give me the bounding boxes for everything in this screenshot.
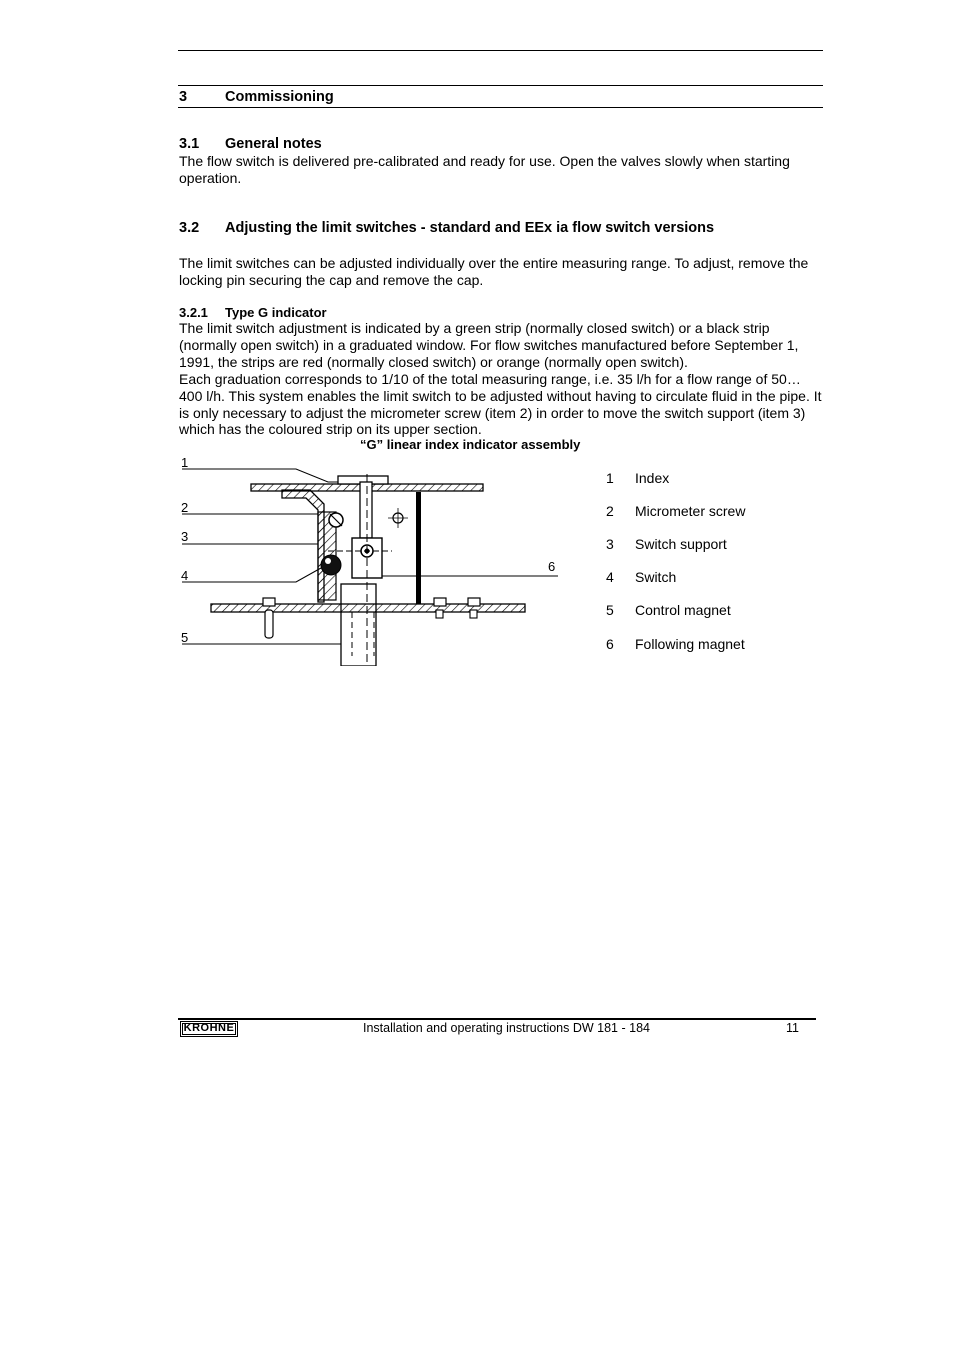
- legend-label: Switch support: [635, 536, 727, 552]
- callout-1: 1: [181, 455, 189, 470]
- legend-label: Index: [635, 470, 670, 486]
- legend-number: 2: [606, 503, 614, 519]
- s321-number: 3.2.1: [179, 305, 208, 320]
- s32-body: The limit switches can be adjusted individually over the entire measuring range. To adjust, remove the locking pin securing the cap and remove the cap.: [179, 255, 809, 288]
- switch: [321, 555, 341, 575]
- legend-item: [606, 602, 731, 618]
- legend-item: [606, 470, 669, 486]
- legend-label: Micrometer screw: [635, 503, 746, 519]
- footer-rule: [178, 1018, 816, 1020]
- legend-number: 3: [606, 536, 614, 552]
- legend-item: [606, 503, 745, 519]
- s32-title: Adjusting the limit switches - standard and EEx ia flow switch versions: [225, 220, 715, 236]
- section-number: 3: [179, 89, 188, 105]
- krohne-logo: [180, 1021, 238, 1037]
- legend-label: Control magnet: [635, 602, 731, 618]
- legend-item: [606, 536, 727, 552]
- legend-item: [606, 569, 676, 585]
- footer-text: Installation and operating instructions DW 181 - 184: [363, 1021, 650, 1035]
- assembly-drawing: [178, 452, 568, 666]
- s321-para2: Each graduation corresponds to 1/10 of the total measuring range, i.e. 35 l/h for a flow range of 50…400 l/h. This system enables the limit switch to be adjusted without having to circulate fluid in the pipe. It is only necessary to adjust the micrometer screw (item 2) in order to move the switch support (item 3) which has the coloured strip on its upper section.: [179, 371, 822, 438]
- callout-4: 4: [181, 568, 189, 583]
- s31-body: The flow switch is delivered pre-calibrated and ready for use. Open the valves slowly when starting operation.: [179, 153, 790, 186]
- logo-text: KROHNE: [183, 1022, 235, 1034]
- legend-number: 5: [606, 602, 614, 618]
- legend-number: 1: [606, 470, 614, 486]
- s321-title: Type G indicator: [225, 305, 327, 320]
- section-rule-bottom: [178, 107, 823, 108]
- top-rule: [178, 50, 823, 51]
- section-rule-top: [178, 85, 823, 86]
- legend-label: Following magnet: [635, 636, 745, 652]
- control-magnet: [341, 584, 376, 666]
- legend-number: 6: [606, 636, 614, 652]
- page-number: 11: [786, 1021, 799, 1035]
- s31-title: General notes: [225, 136, 322, 152]
- s32-number: 3.2: [179, 220, 200, 236]
- callout-5: 5: [181, 630, 189, 645]
- legend-label: Switch: [635, 569, 677, 585]
- legend-item: [606, 636, 745, 652]
- figure-caption: “G” linear index indicator assembly: [360, 437, 581, 452]
- callout-3: 3: [181, 529, 189, 544]
- leader-4: [182, 568, 321, 582]
- legend-number: 4: [606, 569, 614, 585]
- section-title: Commissioning: [225, 89, 334, 105]
- callout-6: 6: [548, 559, 556, 574]
- s321-para1: The limit switch adjustment is indicated by a green strip (normally closed switch) or a black strip (normally open switch) in a graduated window. For flow switches manufactured before September 1, 1991, the strips are red (normally closed switch) or orange (normally open switch).: [179, 320, 799, 370]
- s31-number: 3.1: [179, 136, 200, 152]
- callout-2: 2: [181, 500, 189, 515]
